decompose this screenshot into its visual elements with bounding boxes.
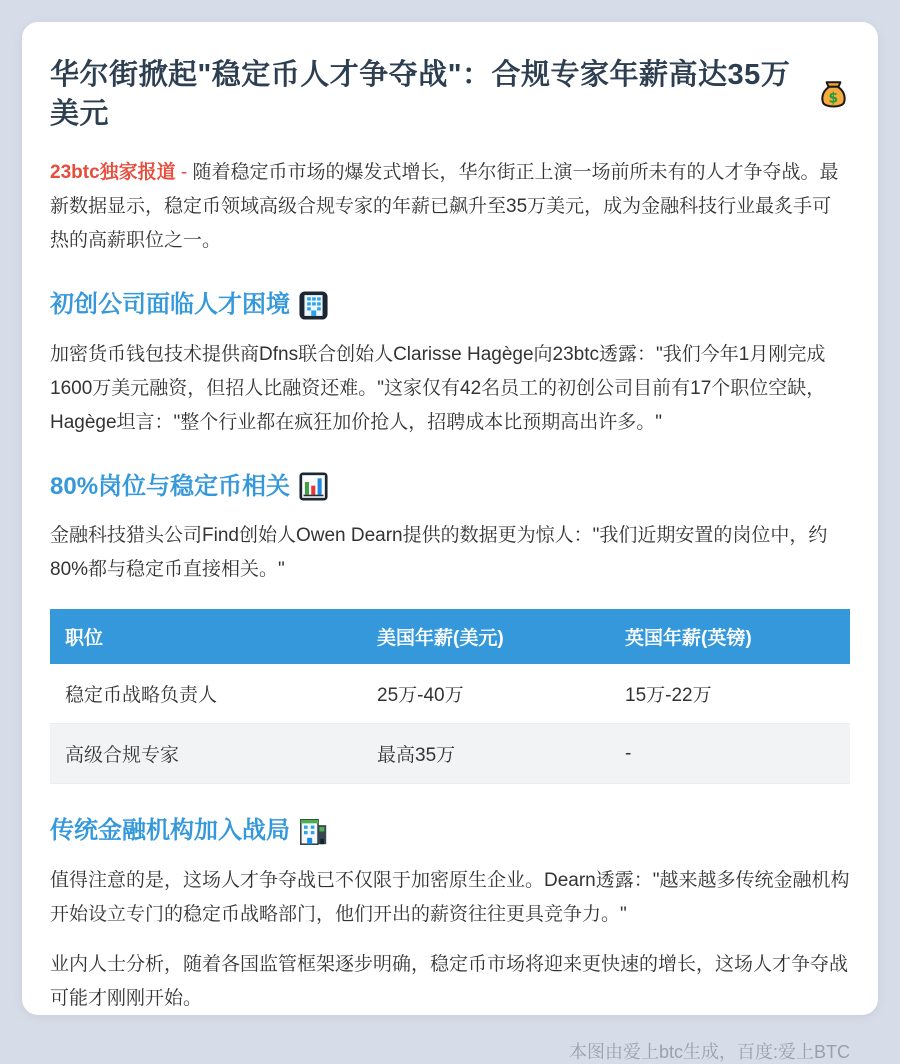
salary-table-header-uk: 英国年薪(英镑)	[610, 609, 850, 664]
page-title-text: 华尔街掀起"稳定币人才争夺战"：合规专家年薪高达35万美元	[50, 59, 791, 131]
table-cell-uk-salary: 15万-22万	[610, 664, 850, 724]
section-heading-text: 初创公司面临人才困境	[50, 291, 290, 319]
page-title	[50, 56, 850, 134]
section-paragraph: 值得注意的是，这场人才争夺战已不仅限于加密原生企业。Dearn透露："越来越多传统金融机构开始设立专门的稳定币战略部门，他们开出的薪资往往更具竞争力。"	[50, 870, 850, 926]
table-row	[50, 664, 850, 724]
table-cell-position: 高级合规专家	[50, 724, 362, 784]
section-heading-text: 传统金融机构加入战局	[50, 817, 290, 845]
source-label: 23btc独家报道	[50, 162, 176, 184]
section-heading-traditional-finance	[50, 814, 850, 848]
section-paragraph: 加密货币钱包技术提供商Dfns联合创始人Clarisse Hagège向23btc透露："我们今年1月刚完成1600万美元融资，但招人比融资还难。"这家仅有42名员工的初创公司目前有17个职位空缺，Hagège坦言："整个行业都在疯狂加价抢人，招聘成本比预期高出许多。"	[50, 343, 826, 433]
lead-paragraph	[50, 156, 850, 258]
table-cell-uk-salary: -	[610, 724, 850, 784]
lead-separator: -	[175, 162, 193, 184]
table-cell-us-salary: 25万-40万	[362, 664, 610, 724]
table-cell-us-salary: 最高35万	[362, 724, 610, 784]
table-cell-position: 稳定币战略负责人	[50, 664, 362, 724]
section-heading-startup-struggle	[50, 288, 850, 322]
salary-table-header-row	[50, 609, 850, 664]
table-row	[50, 724, 850, 784]
office-building-icon	[299, 291, 328, 320]
salary-table	[50, 609, 850, 784]
section-heading-text: 80%岗位与稳定币相关	[50, 472, 291, 500]
article-card	[22, 22, 878, 1063]
money-bag-icon	[817, 79, 850, 112]
svg-text:$: $	[828, 90, 839, 107]
salary-table-header-us: 美国年薪(美元)	[362, 609, 610, 664]
bank-building-icon	[299, 817, 328, 846]
salary-table-header-position: 职位	[50, 609, 362, 664]
attribution-footer: 本图由爱上btc生成，百度:爱上BTC	[568, 1042, 850, 1063]
section-heading-stablecoin-jobs	[50, 470, 850, 504]
section-paragraph: 业内人士分析，随着各国监管框架逐步明确，稳定币市场将迎来更快速的增长，这场人才争夺战可能才刚刚开始。	[50, 954, 849, 1010]
section-paragraph: 金融科技猎头公司Find创始人Owen Dearn提供的数据更为惊人："我们近期安置的岗位中，约80%都与稳定币直接相关。"	[50, 525, 828, 581]
bar-chart-icon	[299, 472, 328, 501]
lead-text: 随着稳定币市场的爆发式增长，华尔街正上演一场前所未有的人才争夺战。最新数据显示，稳定币领域高级合规专家的年薪已飙升至35万美元，成为金融科技行业最炙手可热的高薪职位之一。	[50, 162, 839, 252]
